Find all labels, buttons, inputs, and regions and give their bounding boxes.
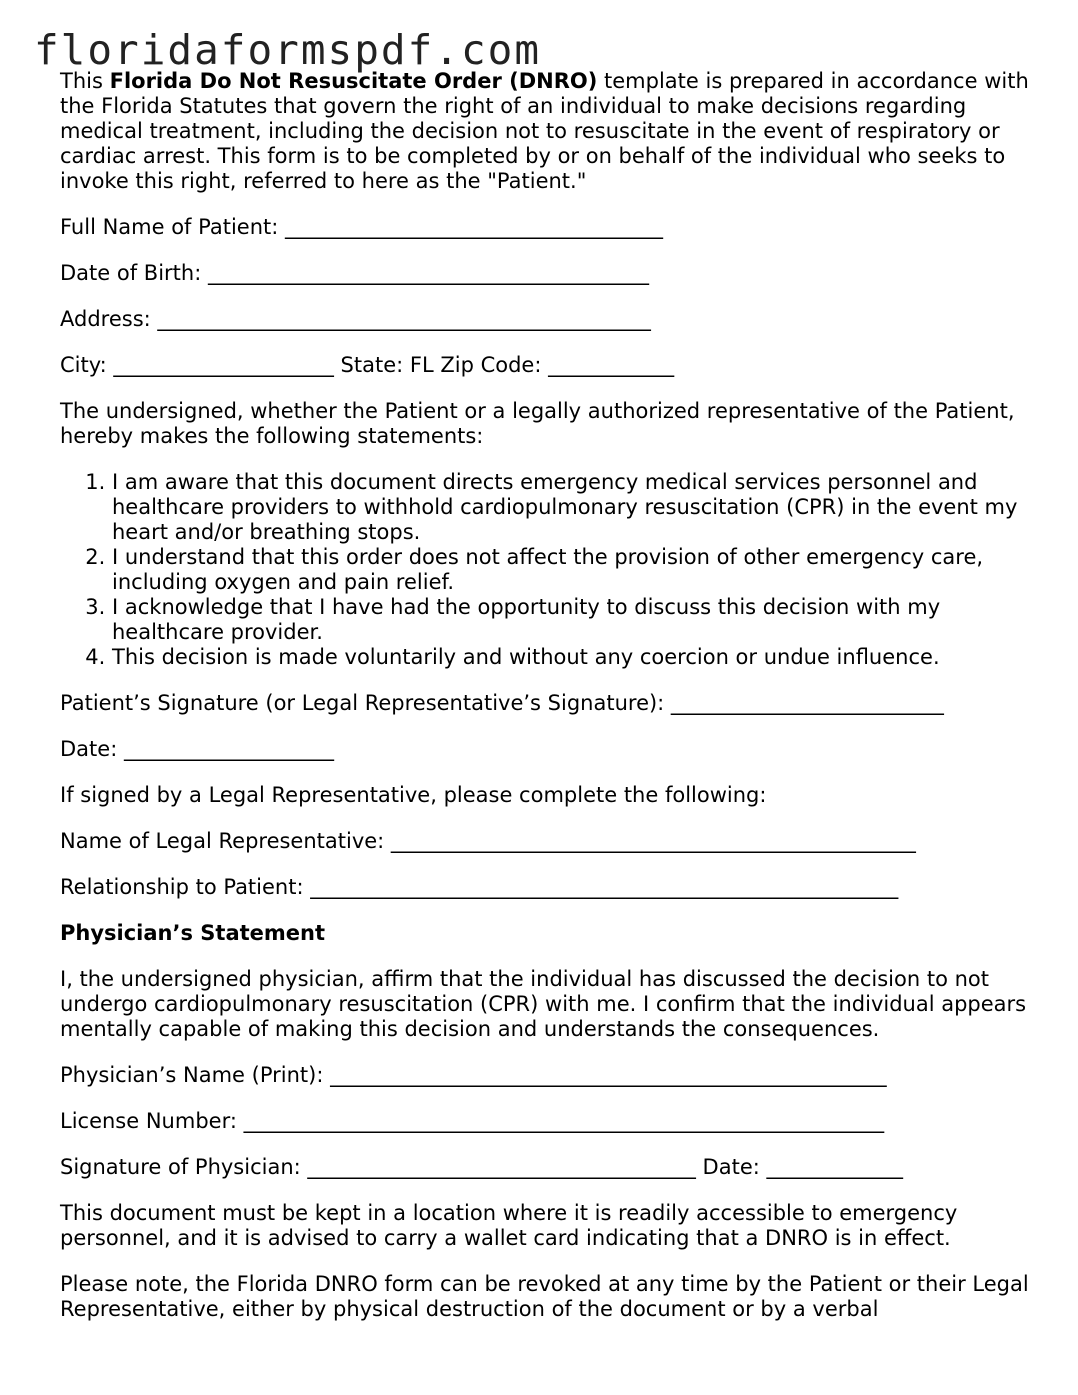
license-number-field[interactable]: License Number: _____________________________________________________________ [60, 1109, 885, 1133]
intro-paragraph [60, 69, 1035, 194]
address-field[interactable]: Address: _______________________________________________ [60, 307, 651, 331]
physician-statement: I, the undersigned physician, affirm that the individual has discussed the decision to not undergo cardiopulmonary resuscitation (CPR) with me. I confirm that the individual appears mentally capable of making this decision and understands the consequences. [60, 967, 1027, 1041]
relationship-field[interactable]: Relationship to Patient: ________________________________________________________ [60, 875, 899, 899]
physician-heading: Physician’s Statement [60, 921, 326, 945]
statement-item: 3. I acknowledge that I have had the opportunity to discuss this decision with my healthcare provider. [112, 595, 1035, 645]
statement-item: 2. I understand that this order does not affect the provision of other emergency care, including oxygen and pain relief. [112, 545, 1035, 595]
signature-date-field[interactable]: Date: ____________________ [60, 737, 334, 761]
form-title: Florida Do Not Resuscitate Order (DNRO) [109, 69, 598, 93]
undersigned-paragraph: The undersigned, whether the Patient or a legally authorized representative of the Patient, hereby makes the following statements: [60, 399, 1015, 448]
statements-list [60, 470, 1035, 670]
dnro-document [60, 69, 1035, 1343]
date-of-birth-field[interactable]: Date of Birth: __________________________________________ [60, 261, 649, 285]
intro-prefix: This [60, 69, 110, 93]
storage-paragraph: This document must be kept in a location where it is readily accessible to emergency personnel, and it is advised to carry a wallet card indicating that a DNRO is in effect. [60, 1201, 958, 1250]
physician-signature-field[interactable]: Signature of Physician: _____________________________________ Date: _____________ [60, 1155, 904, 1179]
revocation-paragraph: Please note, the Florida DNRO form can be revoked at any time by the Patient or their Legal Representative, either by physical destruction of the document or by a verbal [60, 1272, 1029, 1321]
physician-name-field[interactable]: Physician’s Name (Print): _____________________________________________________ [60, 1063, 887, 1087]
city-state-zip-field[interactable]: City: _____________________ State: FL Zip Code: ____________ [60, 353, 675, 377]
statement-item: 1. I am aware that this document directs emergency medical services personnel and healthcare providers to withhold cardiopulmonary resuscitation (CPR) in the event my heart and/or breathing stops. [112, 470, 1035, 545]
patient-signature-field[interactable]: Patient’s Signature (or Legal Representative’s Signature): __________________________ [60, 691, 944, 715]
site-watermark: floridaformspdf.com [34, 26, 541, 74]
intro-suffix: template is prepared in accordance with the Florida Statutes that govern the right of an individual to make decisions regarding medical treatment, including the decision not to resuscitate in the event of respiratory or cardiac arrest. This form is to be completed by or on behalf of the individual who seeks to invoke this right, referred to here as the "Patient." [60, 69, 1029, 193]
full-name-field[interactable]: Full Name of Patient: ____________________________________ [60, 215, 664, 239]
statement-item: 4. This decision is made voluntarily and without any coercion or undue influence. [112, 645, 1035, 670]
legal-rep-intro: If signed by a Legal Representative, please complete the following: [60, 783, 767, 807]
legal-rep-name-field[interactable]: Name of Legal Representative: __________________________________________________ [60, 829, 916, 853]
